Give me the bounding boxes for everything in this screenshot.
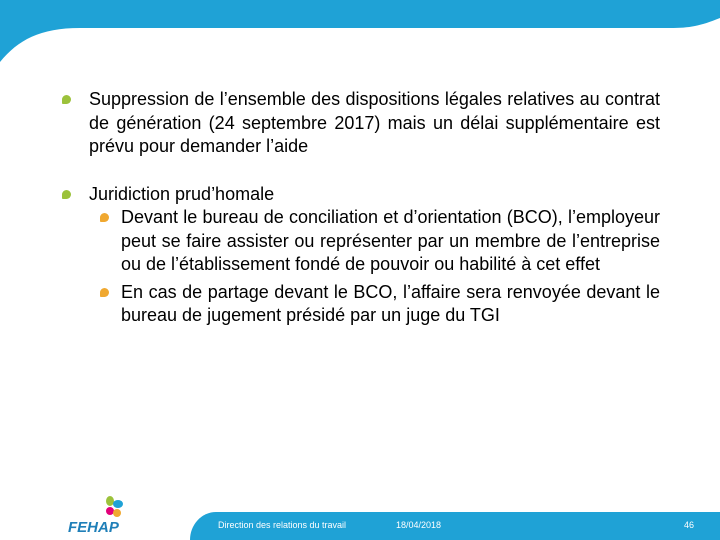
footer-date: 18/04/2018: [396, 520, 442, 530]
bullet-dot-icon: [62, 190, 71, 199]
footer-department: Direction des relations du travail: [218, 520, 347, 530]
bullet-item: [62, 183, 660, 207]
slide-content: [62, 88, 660, 328]
bullet-dot-icon: [62, 95, 71, 104]
sub-bullet-dot-icon: [100, 213, 109, 222]
sub-bullet-item: [62, 206, 660, 277]
top-wave-decoration: [0, 0, 720, 70]
sub-bullet-dot-icon: [100, 288, 109, 297]
page-number: 46: [684, 520, 695, 530]
sub-bullet-text: Devant le bureau de conciliation et d’orientation (BCO), l’employeur peut se faire assister ou représenter par un membre de l’entreprise ou de l’établissement fondé de pouvoir ou habilité à cet effet: [121, 207, 660, 274]
footer: [0, 490, 720, 540]
bullet-text: Juridiction prud’homale: [89, 183, 275, 204]
bullet-text: Suppression de l’ensemble des dispositions légales relatives au contrat de génération (24 septembre 2017) mais un délai supplémentaire est prévu pour demander l’aide: [89, 89, 660, 156]
bullet-item: [62, 88, 660, 159]
sub-bullet-text: En cas de partage devant le BCO, l’affaire sera renvoyée devant le bureau de jugement présidé par un juge du TGI: [121, 281, 660, 325]
logo-text: FEHAP: [68, 519, 119, 536]
sub-bullet-item: [62, 281, 660, 328]
